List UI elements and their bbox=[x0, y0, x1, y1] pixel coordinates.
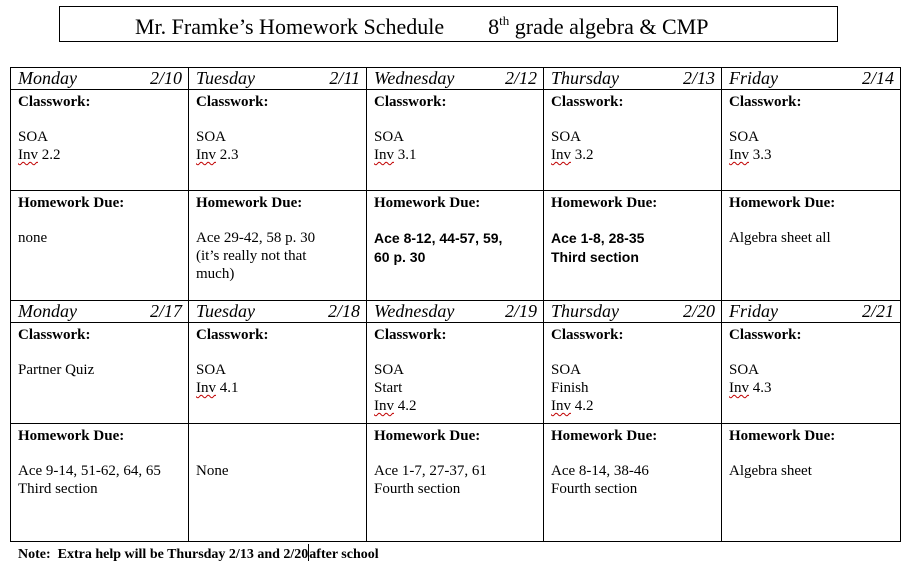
classwork-line bbox=[551, 146, 715, 164]
homework-line: Ace 1-8, 28-35 bbox=[551, 230, 645, 246]
homework-label: Homework Due: bbox=[18, 195, 125, 211]
classwork-cell bbox=[11, 323, 189, 424]
homework-label: Homework Due: bbox=[729, 195, 836, 211]
title-main: Mr. Framke’s Homework Schedule bbox=[135, 14, 445, 39]
day-name: Thursday bbox=[551, 68, 620, 88]
note-text-end: after school bbox=[309, 547, 379, 562]
classwork-cell bbox=[367, 323, 544, 424]
day-date: 2/20 bbox=[682, 301, 715, 321]
inv-number: 2.2 bbox=[41, 147, 61, 163]
classwork-text: SOA bbox=[729, 362, 760, 378]
day-header bbox=[722, 301, 901, 323]
homework-cell bbox=[367, 424, 544, 542]
classwork-line bbox=[196, 379, 360, 397]
homework-cell bbox=[544, 191, 722, 301]
classwork-label: Classwork: bbox=[374, 94, 447, 110]
classwork-line bbox=[196, 361, 360, 379]
day-name: Monday bbox=[18, 301, 77, 321]
classwork-cell bbox=[189, 323, 367, 424]
homework-cell bbox=[189, 191, 367, 301]
homework-label: Homework Due: bbox=[729, 428, 836, 444]
title-grade-rest: grade algebra & CMP bbox=[509, 14, 709, 39]
homework-line: Fourth section bbox=[551, 481, 638, 497]
classwork-cell bbox=[11, 90, 189, 191]
note-text: Note: Extra help will be Thursday 2/13 and 2/20 bbox=[18, 547, 309, 562]
day-date: 2/10 bbox=[149, 68, 182, 88]
inv-number: 3.1 bbox=[397, 147, 417, 163]
day-date: 2/12 bbox=[504, 68, 537, 88]
classwork-text: SOA bbox=[374, 362, 405, 378]
classwork-line bbox=[374, 128, 537, 146]
homework-label: Homework Due: bbox=[551, 195, 658, 211]
inv-word: Inv bbox=[729, 380, 749, 396]
inv-number: 3.3 bbox=[752, 147, 772, 163]
title-box bbox=[59, 6, 838, 42]
day-name: Monday bbox=[18, 68, 77, 88]
homework-cell bbox=[189, 424, 367, 542]
classwork-label: Classwork: bbox=[551, 94, 624, 110]
classwork-label: Classwork: bbox=[729, 94, 802, 110]
day-header bbox=[722, 68, 901, 90]
classwork-line bbox=[18, 146, 182, 164]
classwork-line bbox=[729, 379, 894, 397]
classwork-cell bbox=[189, 90, 367, 191]
day-header bbox=[544, 301, 722, 323]
classwork-cell bbox=[544, 323, 722, 424]
classwork-cell bbox=[367, 90, 544, 191]
inv-word: Inv bbox=[551, 398, 571, 414]
inv-number: 4.3 bbox=[752, 380, 772, 396]
classwork-line bbox=[18, 128, 182, 146]
inv-word: Inv bbox=[374, 398, 394, 414]
inv-word: Inv bbox=[729, 147, 749, 163]
classwork-label: Classwork: bbox=[729, 327, 802, 343]
homework-line: Third section bbox=[18, 481, 98, 497]
homework-line: None bbox=[196, 463, 229, 479]
classwork-line bbox=[374, 361, 537, 379]
classwork-text: SOA bbox=[374, 129, 405, 145]
day-date: 2/21 bbox=[861, 301, 894, 321]
homework-label: Homework Due: bbox=[196, 195, 303, 211]
classwork-label: Classwork: bbox=[374, 327, 447, 343]
homework-line: Algebra sheet all bbox=[729, 230, 831, 246]
day-name: Friday bbox=[729, 301, 778, 321]
day-header bbox=[11, 301, 189, 323]
classwork-cell bbox=[722, 90, 901, 191]
day-name: Wednesday bbox=[374, 301, 455, 321]
homework-line: none bbox=[18, 230, 48, 246]
classwork-line bbox=[729, 146, 894, 164]
homework-line: Ace 29-42, 58 p. 30 bbox=[196, 230, 316, 246]
inv-number: 3.2 bbox=[574, 147, 594, 163]
classwork-line bbox=[729, 128, 894, 146]
day-date: 2/18 bbox=[327, 301, 360, 321]
classwork-text: SOA bbox=[18, 129, 49, 145]
homework-label: Homework Due: bbox=[551, 428, 658, 444]
homework-cell bbox=[11, 424, 189, 542]
homework-label: Homework Due: bbox=[374, 195, 481, 211]
day-name: Friday bbox=[729, 68, 778, 88]
classwork-label: Classwork: bbox=[196, 94, 269, 110]
classwork-line bbox=[551, 128, 715, 146]
homework-cell bbox=[544, 424, 722, 542]
note bbox=[18, 544, 379, 563]
classwork-label: Classwork: bbox=[196, 327, 269, 343]
classwork-text: Finish bbox=[551, 380, 589, 396]
homework-line: Algebra sheet bbox=[729, 463, 812, 479]
homework-line: (it’s really not that bbox=[196, 248, 307, 264]
inv-word: Inv bbox=[374, 147, 394, 163]
day-header bbox=[11, 68, 189, 90]
homework-label-empty bbox=[196, 427, 360, 445]
schedule-table bbox=[10, 67, 901, 542]
homework-line: 60 p. 30 bbox=[374, 249, 426, 265]
classwork-cell bbox=[722, 323, 901, 424]
homework-cell bbox=[722, 191, 901, 301]
classwork-line bbox=[374, 397, 537, 415]
inv-number: 4.1 bbox=[219, 380, 239, 396]
classwork-line bbox=[551, 397, 715, 415]
classwork-label: Classwork: bbox=[18, 327, 91, 343]
homework-line: Ace 8-12, 44-57, 59, bbox=[374, 230, 503, 246]
inv-word: Inv bbox=[196, 147, 216, 163]
classwork-line bbox=[18, 361, 182, 379]
inv-word: Inv bbox=[551, 147, 571, 163]
day-date: 2/13 bbox=[682, 68, 715, 88]
classwork-line bbox=[551, 379, 715, 397]
day-name: Tuesday bbox=[196, 301, 256, 321]
classwork-text: SOA bbox=[196, 362, 227, 378]
homework-line: Ace 1-7, 27-37, 61 bbox=[374, 463, 487, 479]
classwork-text: SOA bbox=[729, 129, 760, 145]
classwork-line bbox=[196, 146, 360, 164]
inv-word: Inv bbox=[196, 380, 216, 396]
classwork-line bbox=[374, 146, 537, 164]
classwork-line bbox=[729, 361, 894, 379]
day-name: Tuesday bbox=[196, 68, 256, 88]
homework-line: Third section bbox=[551, 249, 639, 265]
day-name: Thursday bbox=[551, 301, 620, 321]
homework-line: Ace 8-14, 38-46 bbox=[551, 463, 649, 479]
classwork-text: Partner Quiz bbox=[18, 362, 95, 378]
classwork-line bbox=[196, 128, 360, 146]
day-date: 2/14 bbox=[861, 68, 894, 88]
classwork-label: Classwork: bbox=[551, 327, 624, 343]
day-header bbox=[367, 301, 544, 323]
title-grade-number: 8 bbox=[488, 14, 500, 39]
day-header bbox=[544, 68, 722, 90]
day-name: Wednesday bbox=[374, 68, 455, 88]
inv-number: 2.3 bbox=[219, 147, 239, 163]
homework-cell bbox=[11, 191, 189, 301]
classwork-line bbox=[551, 361, 715, 379]
day-date: 2/17 bbox=[149, 301, 182, 321]
day-header bbox=[189, 301, 367, 323]
homework-line: Fourth section bbox=[374, 481, 461, 497]
inv-number: 4.2 bbox=[397, 398, 417, 414]
day-date: 2/11 bbox=[329, 68, 360, 88]
title-grade-superscript: th bbox=[499, 13, 510, 28]
homework-label: Homework Due: bbox=[18, 428, 125, 444]
homework-line: much) bbox=[196, 266, 235, 282]
inv-word: Inv bbox=[18, 147, 38, 163]
classwork-label: Classwork: bbox=[18, 94, 91, 110]
classwork-cell bbox=[544, 90, 722, 191]
day-header bbox=[367, 68, 544, 90]
classwork-text: Start bbox=[374, 380, 403, 396]
classwork-text: SOA bbox=[196, 129, 227, 145]
classwork-line bbox=[374, 379, 537, 397]
day-header bbox=[189, 68, 367, 90]
inv-number: 4.2 bbox=[574, 398, 594, 414]
homework-line: Ace 9-14, 51-62, 64, 65 bbox=[18, 463, 161, 479]
page-title bbox=[135, 14, 708, 40]
homework-cell bbox=[367, 191, 544, 301]
homework-cell bbox=[722, 424, 901, 542]
day-date: 2/19 bbox=[504, 301, 537, 321]
homework-label: Homework Due: bbox=[374, 428, 481, 444]
classwork-text: SOA bbox=[551, 362, 582, 378]
classwork-text: SOA bbox=[551, 129, 582, 145]
